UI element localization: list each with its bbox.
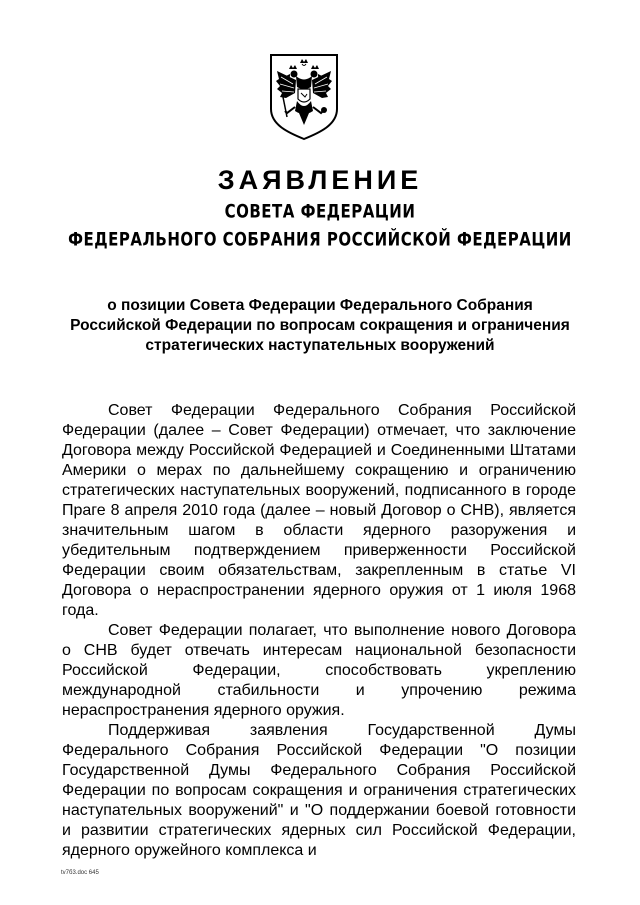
body-paragraph: Совет Федерации полагает, что выполнение нового Договора о СНВ будет отвечать интересам национальной безопасности Российской Федерации, способствовать укреплению международной стабильности и упрочению режима нераспространения ядерного оружия. <box>62 622 576 719</box>
document-subtitle-line-2: ФЕДЕРАЛЬНОГО СОБРАНИЯ РОССИЙСКОЙ ФЕДЕРАЦИИ <box>68 227 572 251</box>
coat-of-arms-emblem <box>269 53 339 141</box>
document-body <box>62 401 576 861</box>
document-file-code: tv7б3.doc 645 <box>61 870 99 876</box>
document-subject <box>60 296 580 356</box>
document-subtitle-line-1: СОВЕТА ФЕДЕРАЦИИ <box>224 199 416 223</box>
subject-line-3: стратегических наступательных вооружений <box>145 337 495 354</box>
document-title: ЗАЯВЛЕНИЕ <box>217 165 423 195</box>
subject-line-2: Российской Федерации по вопросам сокращения и ограничения <box>70 317 570 334</box>
subject-line-1: о позиции Совета Федерации Федерального Собрания <box>107 297 533 314</box>
body-paragraph: Совет Федерации Федерального Собрания Российской Федерации (далее – Совет Федерации) отмечает, что заключение Договора между Российской Федерацией и Соединенными Штатами Америки о мерах по дальнейшему сокращению и ограничению стратегических наступательных вооружений, подписанного в городе Праге 8 апреля 2010 года (далее – новый Договор о СНВ), является значительным шагом в области ядерного разоружения и убедительным подтверждением приверженности Российской Федерации своим обязательствам, закрепленным в статье VI Договора о нераспространении ядерного оружия от 1 июля 1968 года. <box>62 402 576 619</box>
body-paragraph: Поддерживая заявления Государственной Думы Федерального Собрания Российской Федерации "О позиции Государственной Думы Федерального Собрания Российской Федерации по вопросам сокращения и ограничения стратегических наступательных вооружений" и "О поддержании боевой готовности и развитии стратегических ядерных сил Российской Федерации, ядерного оружейного комплекса и <box>62 722 576 859</box>
